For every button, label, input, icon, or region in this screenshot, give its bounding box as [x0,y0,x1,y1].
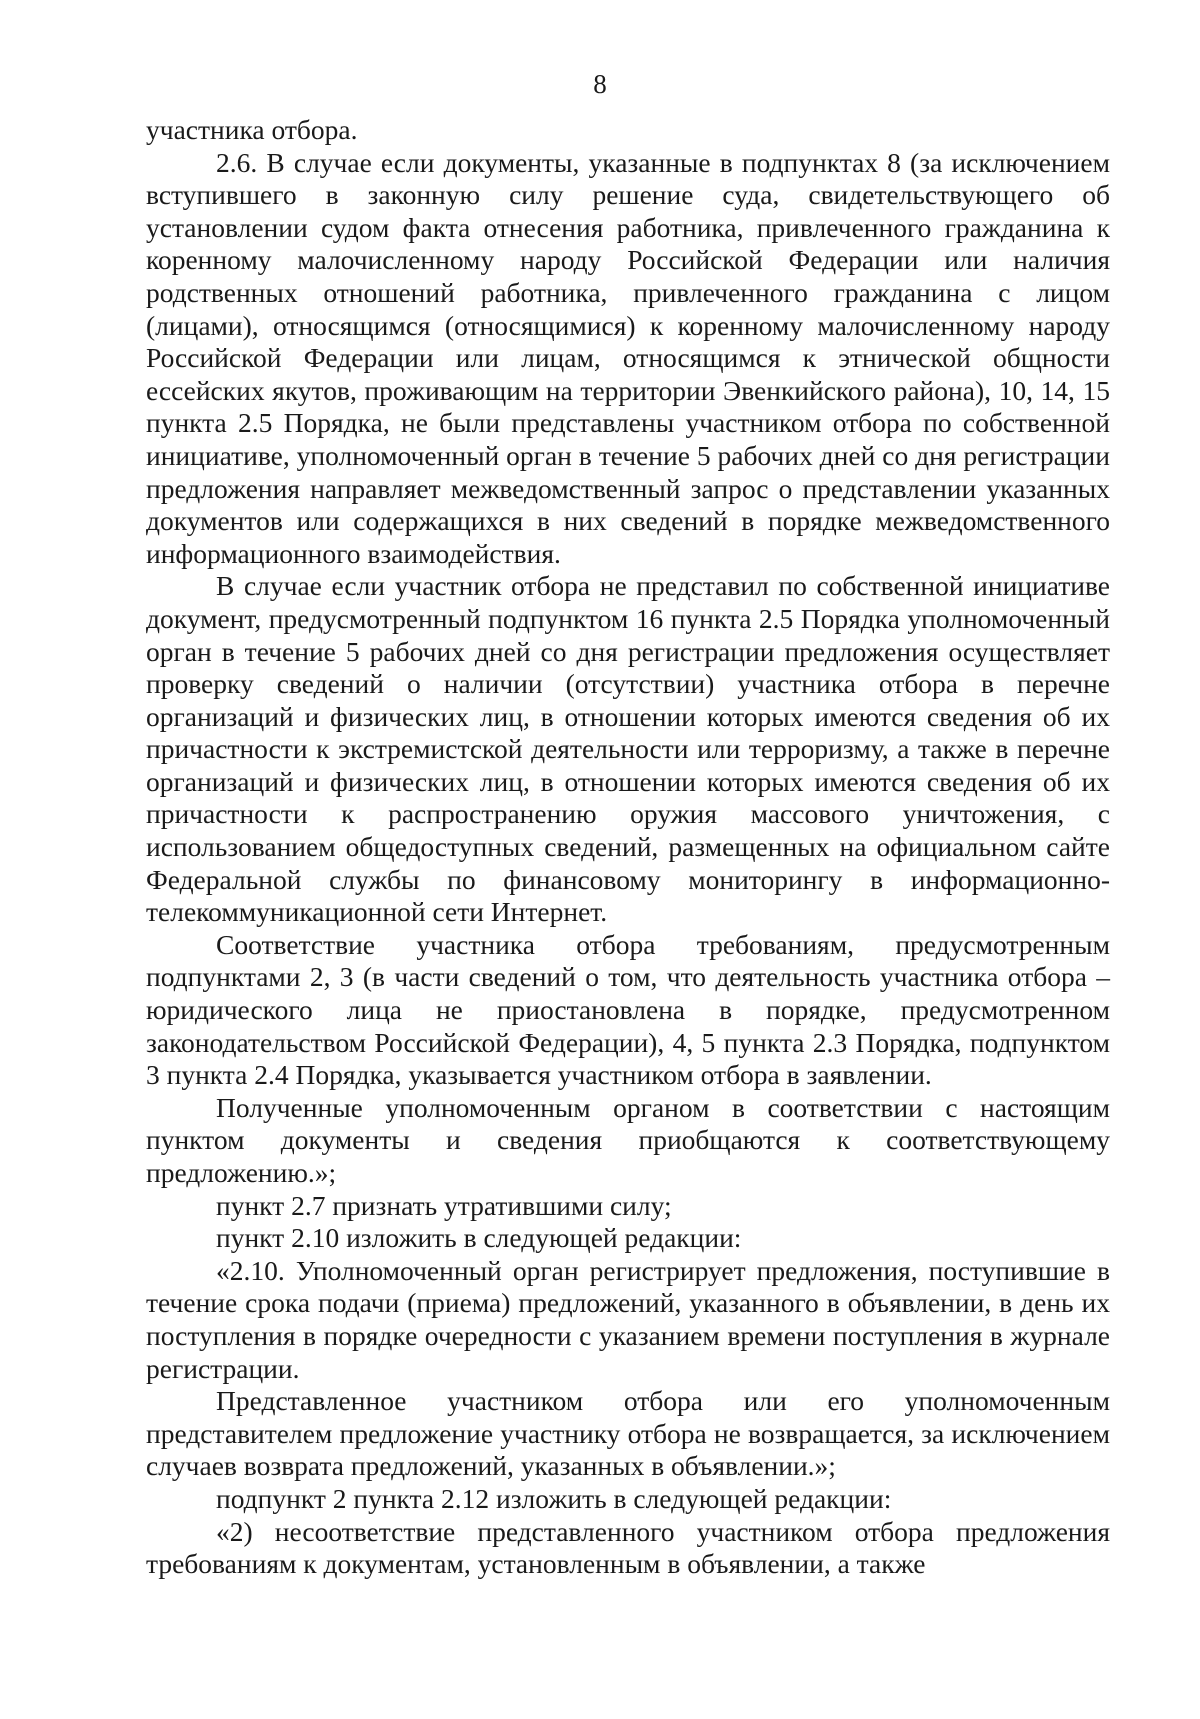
paragraph-verification: В случае если участник отбора не представил по собственной инициативе документ, предусмотренный подпунктом 16 пункта 2.5 Порядка уполномоченный орган в течение 5 рабочих дней со дня регистрации предложения осуществляет проверку сведений о наличии (отсутствии) участника отбора в перечне организаций и физических лиц, в отношении которых имеются сведения об их причастности к экстремистской деятельности или терроризму, а также в перечне организаций и физических лиц, в отношении которых имеются сведения об их причастности к распространению оружия массового уничтожения, с использованием общедоступных сведений, размещенных на официальном сайте Федеральной службы по финансовому мониторингу в информационно-телекоммуникационной сети Интернет. [146,570,1110,928]
document-body [146,114,1110,1581]
paragraph-continuation: участника отбора. [146,114,358,145]
paragraph-2-10-intro: пункт 2.10 изложить в следующей редакции: [216,1222,742,1254]
paragraph-not-returned: Представленное участником отбора или его уполномоченным представителем предложение участнику отбора не возвращается, за исключением случаев возврата предложений, указанных в объявлении.»; [146,1385,1110,1482]
paragraph-2-6: 2.6. В случае если документы, указанные в подпунктах 8 (за исключением вступившего в законную силу решение суда, свидетельствующего об установлении судом факта отнесения работника, привлеченного гражданина к коренному малочисленному народу Российской Федерации или наличия родственных отношений работника, привлеченного гражданина с лицом (лицами), относящимся (относящимися) к коренному малочисленному народу Российской Федерации или лицам, относящимся к этнической общности ессейских якутов, проживающим на территории Эвенкийского района), 10, 14, 15 пункта 2.5 Порядка, не были представлены участником отбора по собственной инициативе, уполномоченный орган в течение 5 рабочих дней со дня регистрации предложения направляет межведомственный запрос о представлении указанных документов или содержащихся в них сведений в порядке межведомственного информационного взаимодействия. [146,146,1110,569]
page-number: 8 [593,69,607,99]
paragraph-2-12-item-2: «2) несоответствие представленного участником отбора предложения требованиям к документам, установленным в объявлении, а также [146,1515,1110,1580]
paragraph-received-documents: Полученные уполномоченным органом в соответствии с настоящим пунктом документы и сведения приобщаются к соответствующему предложению.»; [146,1091,1110,1188]
paragraph-2-7-repealed: пункт 2.7 признать утратившими силу; [216,1189,672,1221]
paragraph-2-12-intro: подпункт 2 пункта 2.12 изложить в следующей редакции: [216,1482,892,1514]
paragraph-compliance: Соответствие участника отбора требованиям, предусмотренным подпунктами 2, 3 (в части сведений о том, что деятельность участника отбора – юридического лица не приостановлена в порядке, предусмотренном законодательством Российской Федерации), 4, 5 пункта 2.3 Порядка, подпунктом 3 пункта 2.4 Порядка, указывается участником отбора в заявлении. [146,928,1110,1091]
paragraph-2-10: «2.10. Уполномоченный орган регистрирует предложения, поступившие в течение срока подачи (приема) предложений, указанного в объявлении, в день их поступления в порядке очередности с указанием времени поступления в журнале регистрации. [146,1254,1110,1384]
